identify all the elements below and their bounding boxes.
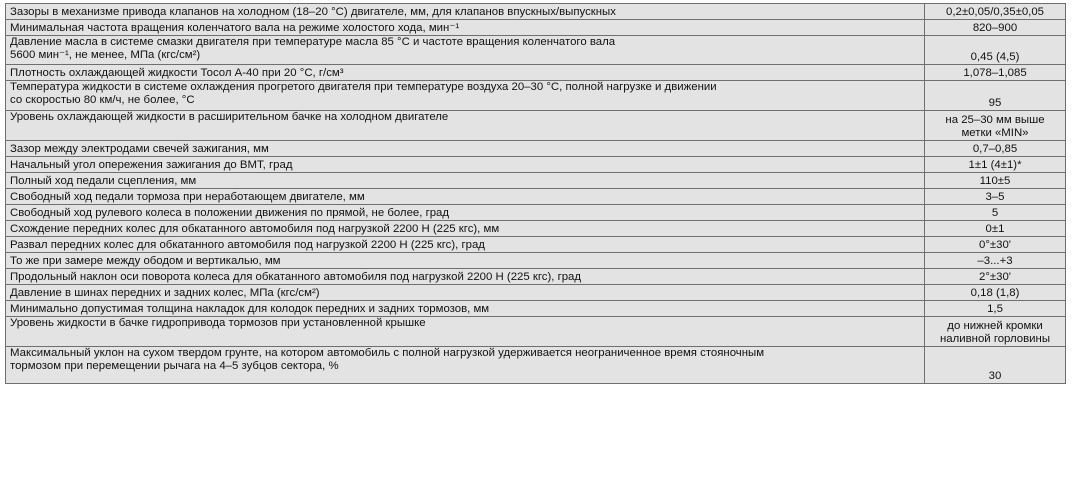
value-text: на 25–30 мм выше — [945, 114, 1045, 126]
table-row — [6, 65, 1066, 81]
parameter-text: Давление масла в системе смазки двигателя при температуре масла 85 °C и частоте вращения коленчатого вала — [10, 36, 616, 48]
parameter-text: Начальный угол опережения зажигания до ВМТ, град — [10, 159, 293, 171]
value-cell — [925, 189, 1066, 205]
value-text: 30 — [988, 370, 1002, 382]
parameter-cell — [6, 81, 925, 111]
parameter-text: Минимально допустимая толщина накладок для колодок передних и задних тормозов, мм — [10, 303, 490, 315]
parameter-text: тормозом при перемещении рычага на 4–5 зубцов сектора, % — [10, 360, 339, 372]
value-text: 0±1 — [985, 223, 1005, 235]
parameter-cell — [6, 65, 925, 81]
table-row — [6, 301, 1066, 317]
value-text: 2°±30' — [979, 271, 1011, 283]
value-text: 1,5 — [987, 303, 1003, 315]
parameter-text: То же при замере между ободом и вертикалью, мм — [10, 255, 281, 267]
parameter-cell — [6, 221, 925, 237]
parameter-text: Свободный ход педали тормоза при неработающем двигателе, мм — [10, 191, 365, 203]
value-text: 820–900 — [972, 22, 1018, 34]
parameter-cell — [6, 253, 925, 269]
parameter-text: 5600 мин⁻¹, не менее, МПа (кгс/см²) — [10, 49, 201, 61]
parameter-cell — [6, 173, 925, 189]
table-row — [6, 285, 1066, 301]
value-text: 0,7–0,85 — [972, 143, 1018, 155]
value-text: 1±1 (4±1)* — [968, 159, 1022, 171]
parameter-cell — [6, 285, 925, 301]
table-row — [6, 189, 1066, 205]
value-text: –3...+3 — [977, 255, 1013, 267]
parameter-cell — [6, 20, 925, 36]
table-row — [6, 205, 1066, 221]
parameter-text: Плотность охлаждающей жидкости Тосол А-40 при 20 °C, г/см³ — [10, 67, 344, 79]
parameter-text: Давление в шинах передних и задних колес, МПа (кгс/см²) — [10, 287, 320, 299]
parameter-cell — [6, 36, 925, 65]
value-cell — [925, 36, 1066, 65]
value-cell — [925, 253, 1066, 269]
parameter-text: Полный ход педали сцепления, мм — [10, 175, 197, 187]
specs-table — [5, 3, 1066, 384]
value-text: 5 — [991, 207, 999, 219]
parameter-text: Схождение передних колес для обкатанного автомобиля под нагрузкой 2200 Н (225 кгс), мм — [10, 223, 500, 235]
value-text: метки «MIN» — [961, 127, 1029, 139]
value-text: наливной горловины — [939, 333, 1051, 345]
value-cell — [925, 4, 1066, 20]
parameter-cell — [6, 141, 925, 157]
parameter-text: Уровень жидкости в бачке гидропривода тормозов при установленной крышке — [10, 317, 426, 329]
parameter-cell — [6, 205, 925, 221]
parameter-cell — [6, 347, 925, 384]
value-cell — [925, 347, 1066, 384]
value-cell — [925, 221, 1066, 237]
parameter-text: Максимальный уклон на сухом твердом грунте, на котором автомобиль с полной нагрузкой удерживается неограниченное время стояночным — [10, 347, 765, 359]
value-cell — [925, 141, 1066, 157]
value-text: 0,18 (1,8) — [970, 287, 1020, 299]
table-row — [6, 141, 1066, 157]
value-cell — [925, 81, 1066, 111]
value-cell — [925, 301, 1066, 317]
parameter-text: Зазор между электродами свечей зажигания, мм — [10, 143, 269, 155]
parameter-text: Свободный ход рулевого колеса в положении движения по прямой, не более, град — [10, 207, 450, 219]
parameter-text: Продольный наклон оси поворота колеса для обкатанного автомобиля под нагрузкой 2200 Н (225 кгс), град — [10, 271, 582, 283]
table-row — [6, 157, 1066, 173]
value-cell — [925, 173, 1066, 189]
value-text: 0,45 (4,5) — [970, 51, 1020, 63]
table-row — [6, 269, 1066, 285]
table-row — [6, 36, 1066, 65]
value-text: 0°±30' — [979, 239, 1011, 251]
table-row — [6, 237, 1066, 253]
value-cell — [925, 317, 1066, 347]
value-text: 95 — [988, 97, 1002, 109]
parameter-cell — [6, 4, 925, 20]
parameter-text: Минимальная частота вращения коленчатого вала на режиме холостого хода, мин⁻¹ — [10, 22, 460, 34]
value-cell — [925, 285, 1066, 301]
value-text: 0,2±0,05/0,35±0,05 — [945, 6, 1044, 18]
specs-table-body — [6, 4, 1066, 384]
value-cell — [925, 205, 1066, 221]
parameter-cell — [6, 111, 925, 141]
table-row — [6, 173, 1066, 189]
parameter-text: Температура жидкости в системе охлаждения прогретого двигателя при температуре воздуха 20–30 °C, полной нагрузке и движении — [10, 81, 717, 93]
value-cell — [925, 269, 1066, 285]
value-cell — [925, 157, 1066, 173]
value-cell — [925, 20, 1066, 36]
parameter-cell — [6, 317, 925, 347]
parameter-cell — [6, 237, 925, 253]
value-cell — [925, 237, 1066, 253]
table-row — [6, 347, 1066, 384]
value-text: до нижней кромки — [947, 320, 1043, 332]
table-row — [6, 111, 1066, 141]
table-row — [6, 253, 1066, 269]
table-row — [6, 317, 1066, 347]
value-text: 3–5 — [985, 191, 1005, 203]
value-cell — [925, 111, 1066, 141]
value-text: 110±5 — [979, 175, 1011, 187]
parameter-cell — [6, 301, 925, 317]
parameter-cell — [6, 157, 925, 173]
table-row — [6, 20, 1066, 36]
value-text: 1,078–1,085 — [963, 67, 1027, 79]
table-row — [6, 221, 1066, 237]
parameter-text: Зазоры в механизме привода клапанов на холодном (18–20 °C) двигателе, мм, для клапанов впускных/выпускных — [10, 6, 616, 18]
table-row — [6, 4, 1066, 20]
parameter-text: со скоростью 80 км/ч, не более, °C — [10, 94, 195, 106]
value-cell — [925, 65, 1066, 81]
table-row — [6, 81, 1066, 111]
parameter-cell — [6, 189, 925, 205]
parameter-text: Уровень охлаждающей жидкости в расширительном бачке на холодном двигателе — [10, 111, 449, 123]
parameter-cell — [6, 269, 925, 285]
parameter-text: Развал передних колес для обкатанного автомобиля под нагрузкой 2200 Н (225 кгс), град — [10, 239, 485, 251]
